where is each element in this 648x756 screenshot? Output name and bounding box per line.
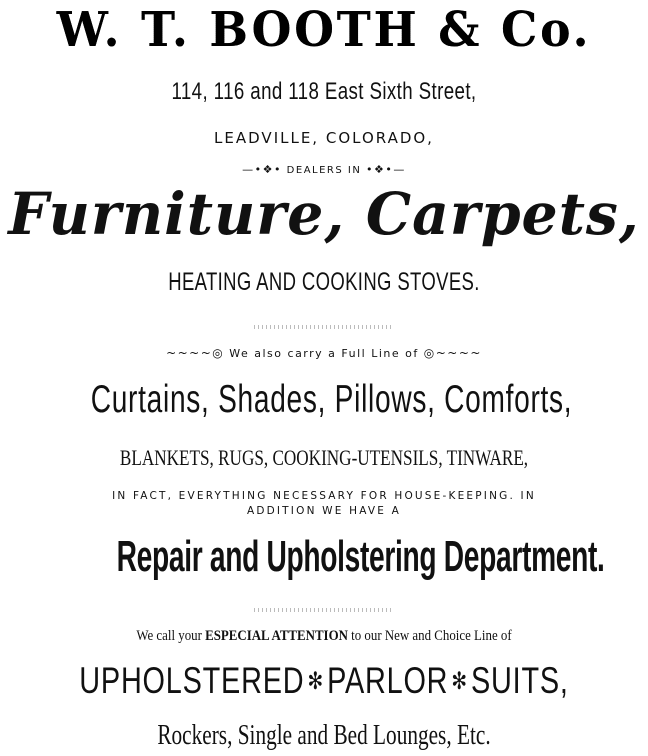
special-emphasis: ESPECIAL ATTENTION [205,628,348,644]
stoves-line: HEATING AND COOKING STOVES. [168,268,480,296]
right-swash-icon: ◎~~~~ [423,346,482,360]
left-swash-icon: ~~~~◎ [166,346,225,360]
parlor-word-2: PARLOR [327,660,449,701]
firm-name: W. T. BOOTH & Co. [56,2,592,58]
parlor-suits-line [71,660,576,702]
parlor-word-1: UPHOLSTERED [79,660,305,701]
special-before: We call your [136,628,202,644]
street-address: 114, 116 and 118 East Sixth Street, [171,78,477,105]
left-ornament-icon: —•❖• [242,163,282,176]
blankets-line: BLANKETS, RUGS, COOKING-UTENSILS, TINWARE, [119,445,529,470]
parlor-word-3: SUITS, [471,660,569,701]
dealers-in-line [0,163,648,176]
curtains-line: Curtains, Shades, Pillows, Comforts, [90,378,573,421]
rockers-line: Rockers, Single and Bed Lounges, Etc. [157,720,491,751]
asterisk-ornament-icon: ✻ [451,668,468,695]
right-ornament-icon: •❖•— [366,163,406,176]
asterisk-ornament-icon: ✻ [307,668,324,695]
also-carry-line [0,346,648,360]
in-fact-line-1: IN FACT, EVERYTHING NECESSARY FOR HOUSE-KEEPING. IN [112,490,536,502]
dotted-divider [254,608,394,612]
also-carry-text: We also carry a Full Line of [229,347,419,360]
in-fact-line-2: ADDITION WE HAVE A [246,505,402,517]
repair-department-line: Repair and Upholstering Department. [116,532,605,581]
in-fact-paragraph [0,489,648,519]
dotted-divider [254,325,394,329]
city-line: LEADVILLE, COLORADO, [214,129,434,147]
dealers-in-text: DEALERS IN [286,165,362,176]
special-attention-line [45,628,602,645]
special-after: to our New and Choice Line of [351,628,512,644]
headline-furniture-carpets: Furniture, Carpets, [8,180,640,248]
